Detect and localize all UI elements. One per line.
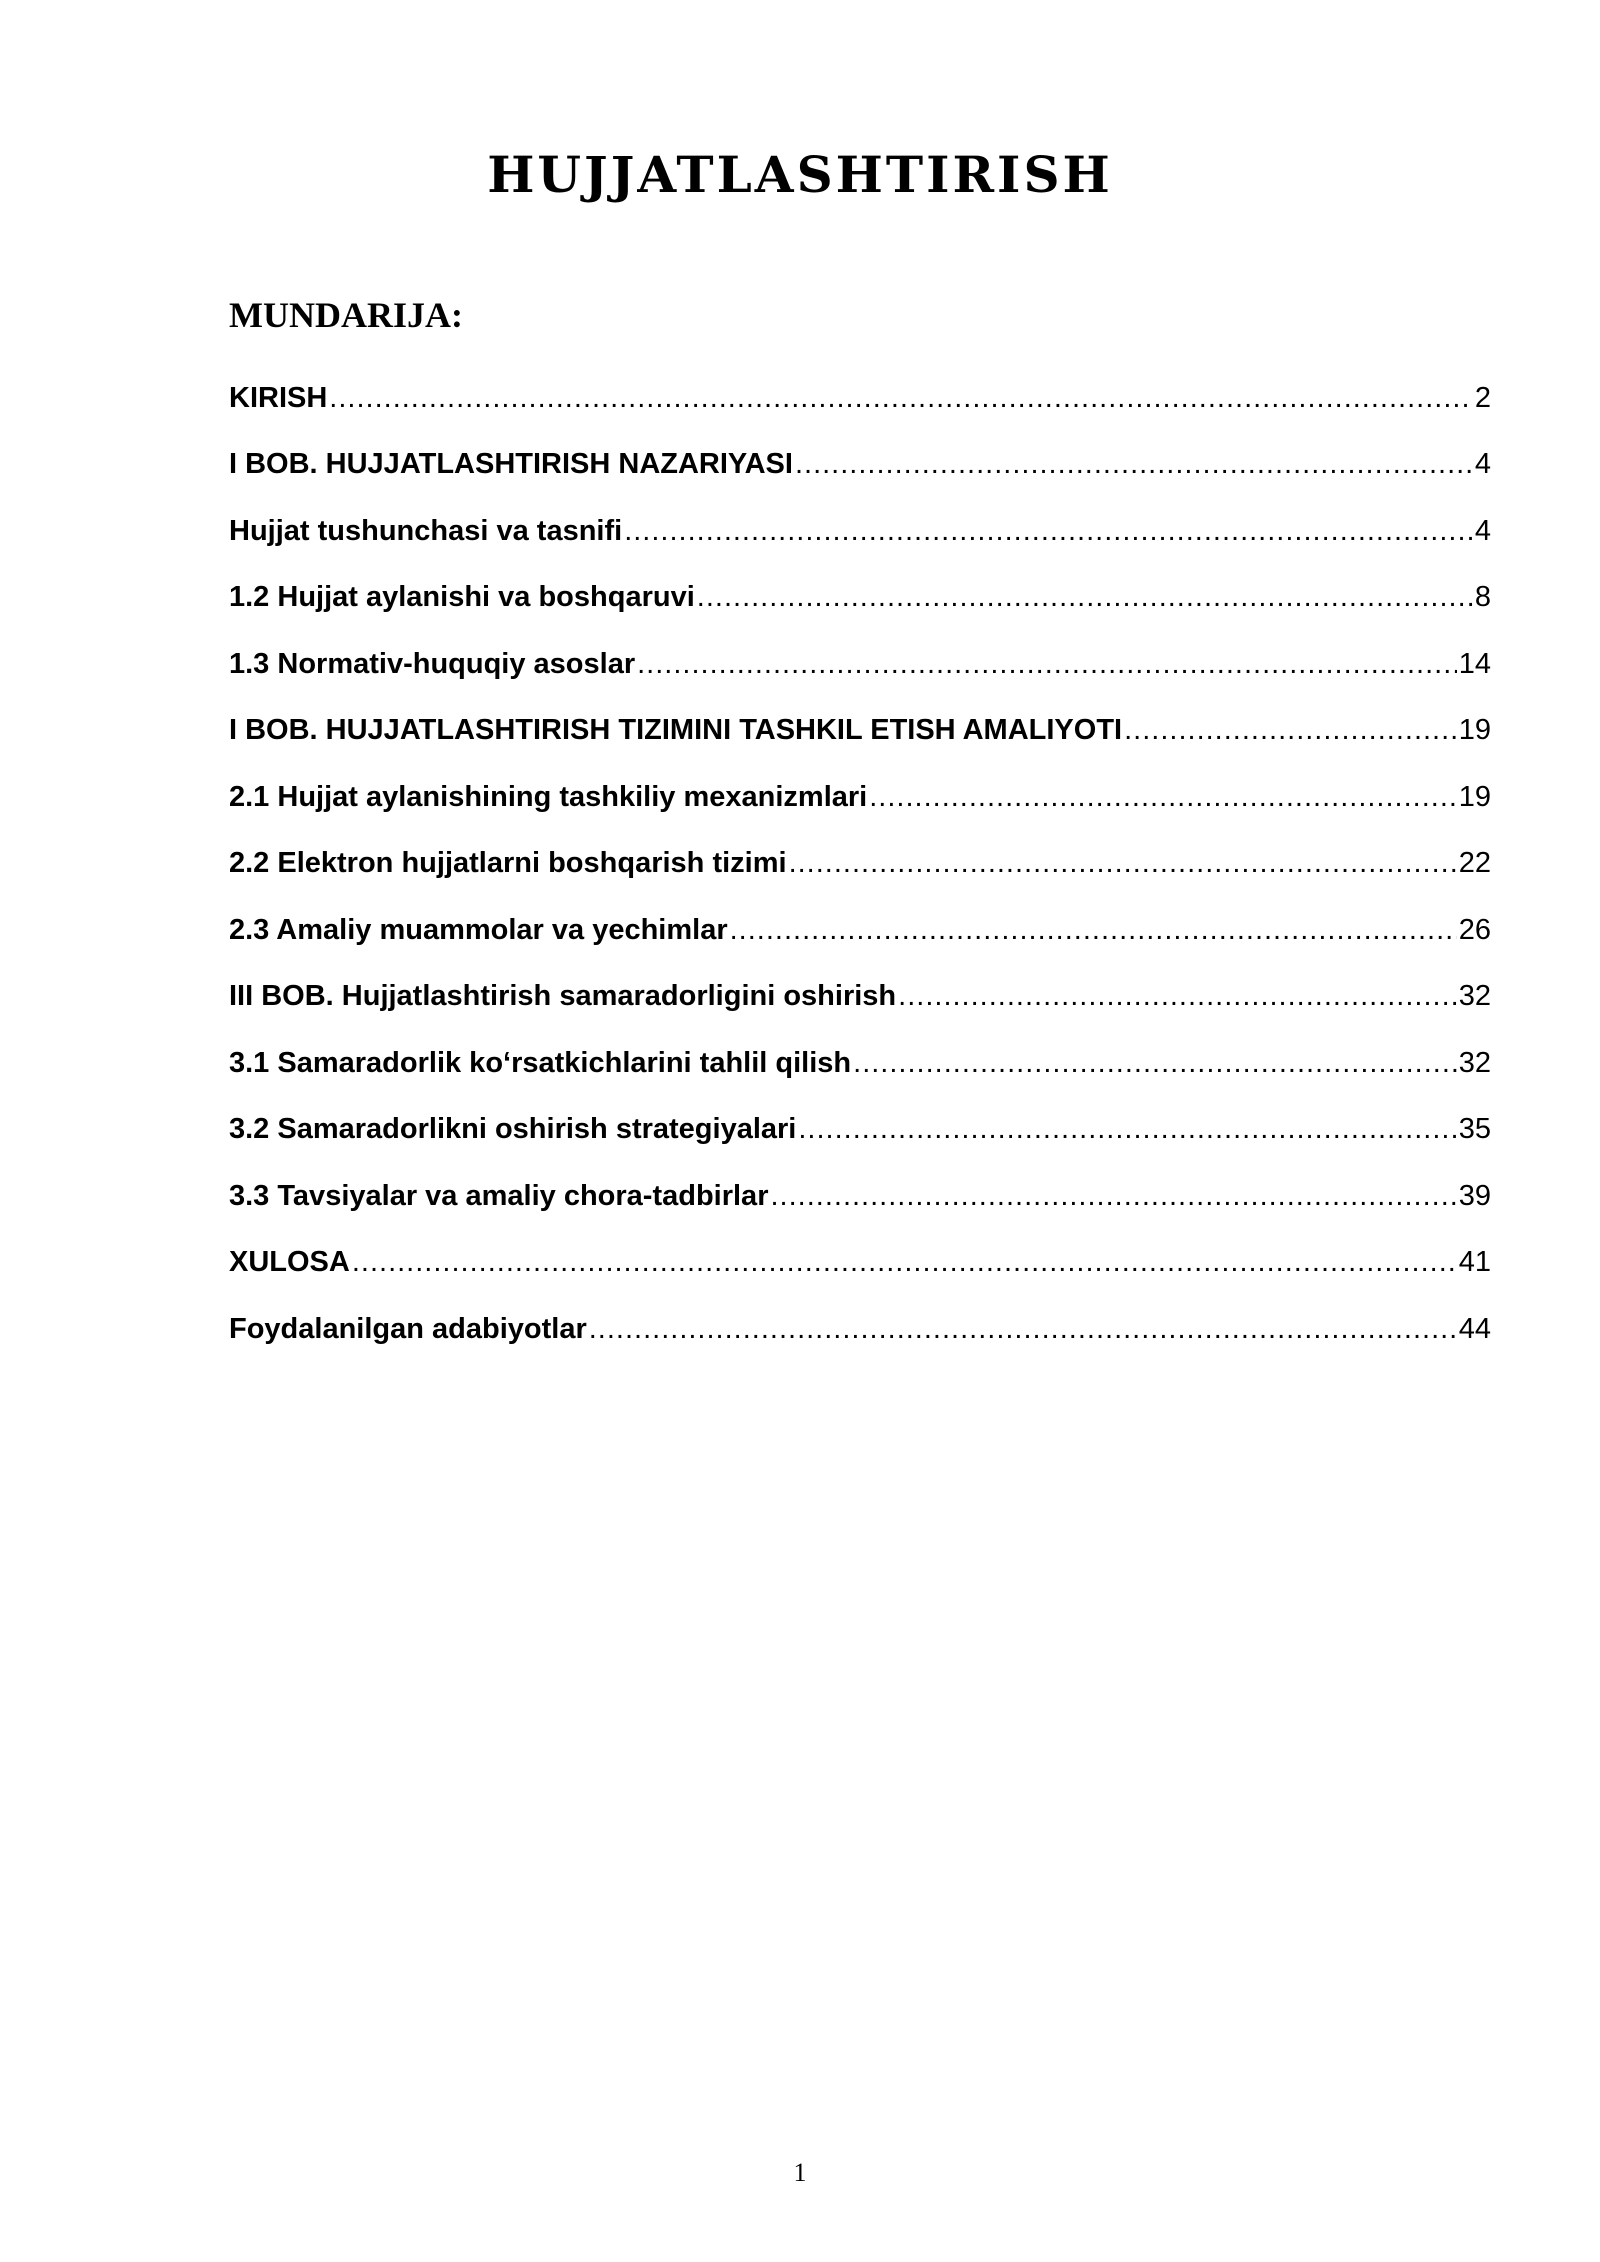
toc-dot-leader xyxy=(697,583,1473,612)
toc-dot-leader xyxy=(789,849,1457,878)
toc-entry-label: XULOSA xyxy=(229,1246,350,1279)
toc-entry-label: 2.2 Elektron hujjatlarni boshqarish tizimi xyxy=(229,847,787,880)
toc-entry-label: Hujjat tushunchasi va tasnifi xyxy=(229,514,623,547)
toc-dot-leader xyxy=(869,783,1457,812)
toc-entry-page: 39 xyxy=(1458,1179,1491,1212)
toc-entry-label: 3.3 Tavsiyalar va amaliy chora-tadbirlar xyxy=(229,1179,769,1212)
toc-entry-label: KIRISH xyxy=(229,381,328,414)
toc-entry[interactable] xyxy=(229,631,1491,698)
toc-entry-page: 32 xyxy=(1458,1046,1491,1079)
toc-entry-label: 3.2 Samaradorlikni oshirish strategiyalari xyxy=(229,1113,797,1146)
table-of-contents xyxy=(229,365,1491,1363)
toc-entry[interactable] xyxy=(229,565,1491,632)
toc-entry[interactable] xyxy=(229,831,1491,898)
toc-dot-leader xyxy=(898,982,1457,1011)
toc-dot-leader xyxy=(624,517,1473,546)
toc-entry-page: 26 xyxy=(1458,913,1491,946)
toc-dot-leader xyxy=(795,450,1473,479)
toc-entry-page: 41 xyxy=(1458,1246,1491,1279)
toc-entry-label: 1.3 Normativ-huquqiy asoslar xyxy=(229,647,636,680)
page-number: 1 xyxy=(793,2158,807,2187)
toc-entry-label: I BOB. HUJJATLASHTIRISH NAZARIYASI xyxy=(229,448,793,481)
toc-dot-leader xyxy=(589,1315,1457,1344)
toc-dot-leader xyxy=(637,650,1457,679)
toc-entry[interactable] xyxy=(229,1296,1491,1363)
toc-entry[interactable] xyxy=(229,698,1491,765)
toc-dot-leader xyxy=(329,384,1473,413)
toc-entry-page: 22 xyxy=(1458,847,1491,880)
toc-entry[interactable] xyxy=(229,1030,1491,1097)
toc-entry-label: 2.1 Hujjat aylanishining tashkiliy mexanizmlari xyxy=(229,780,868,813)
toc-dot-leader xyxy=(352,1248,1457,1277)
toc-entry-page: 44 xyxy=(1458,1312,1491,1345)
toc-entry[interactable] xyxy=(229,964,1491,1031)
toc-entry[interactable] xyxy=(229,1097,1491,1164)
toc-entry-page: 4 xyxy=(1474,514,1491,547)
toc-dot-leader xyxy=(853,1049,1457,1078)
toc-entry-label: III BOB. Hujjatlashtirish samaradorligini oshirish xyxy=(229,980,897,1013)
toc-dot-leader xyxy=(730,916,1457,945)
toc-heading: MUNDARIJA: xyxy=(229,295,463,335)
toc-entry[interactable] xyxy=(229,498,1491,565)
toc-entry-label: Foydalanilgan adabiyotlar xyxy=(229,1312,587,1345)
toc-entry-page: 35 xyxy=(1458,1113,1491,1146)
toc-entry-page: 19 xyxy=(1458,714,1491,747)
toc-entry[interactable] xyxy=(229,897,1491,964)
toc-entry[interactable] xyxy=(229,432,1491,499)
toc-dot-leader xyxy=(770,1182,1456,1211)
document-title: HUJJATLASHTIRISH xyxy=(487,145,1113,204)
toc-dot-leader xyxy=(798,1115,1456,1144)
toc-entry[interactable] xyxy=(229,365,1491,432)
toc-entry-label: 3.1 Samaradorlik ko‘rsatkichlarini tahlil qilish xyxy=(229,1046,852,1079)
toc-entry-page: 14 xyxy=(1458,647,1491,680)
toc-dot-leader xyxy=(1124,716,1457,745)
toc-entry-label: I BOB. HUJJATLASHTIRISH TIZIMINI TASHKIL ETISH AMALIYOTI xyxy=(229,714,1123,747)
toc-entry-page: 19 xyxy=(1458,780,1491,813)
toc-entry-label: 1.2 Hujjat aylanishi va boshqaruvi xyxy=(229,581,695,614)
toc-entry-page: 4 xyxy=(1474,448,1491,481)
toc-entry-page: 8 xyxy=(1474,581,1491,614)
toc-entry[interactable] xyxy=(229,1230,1491,1297)
toc-entry-page: 32 xyxy=(1458,980,1491,1013)
toc-entry[interactable] xyxy=(229,1163,1491,1230)
toc-entry-label: 2.3 Amaliy muammolar va yechimlar xyxy=(229,913,728,946)
toc-entry[interactable] xyxy=(229,764,1491,831)
toc-entry-page: 2 xyxy=(1474,381,1491,414)
